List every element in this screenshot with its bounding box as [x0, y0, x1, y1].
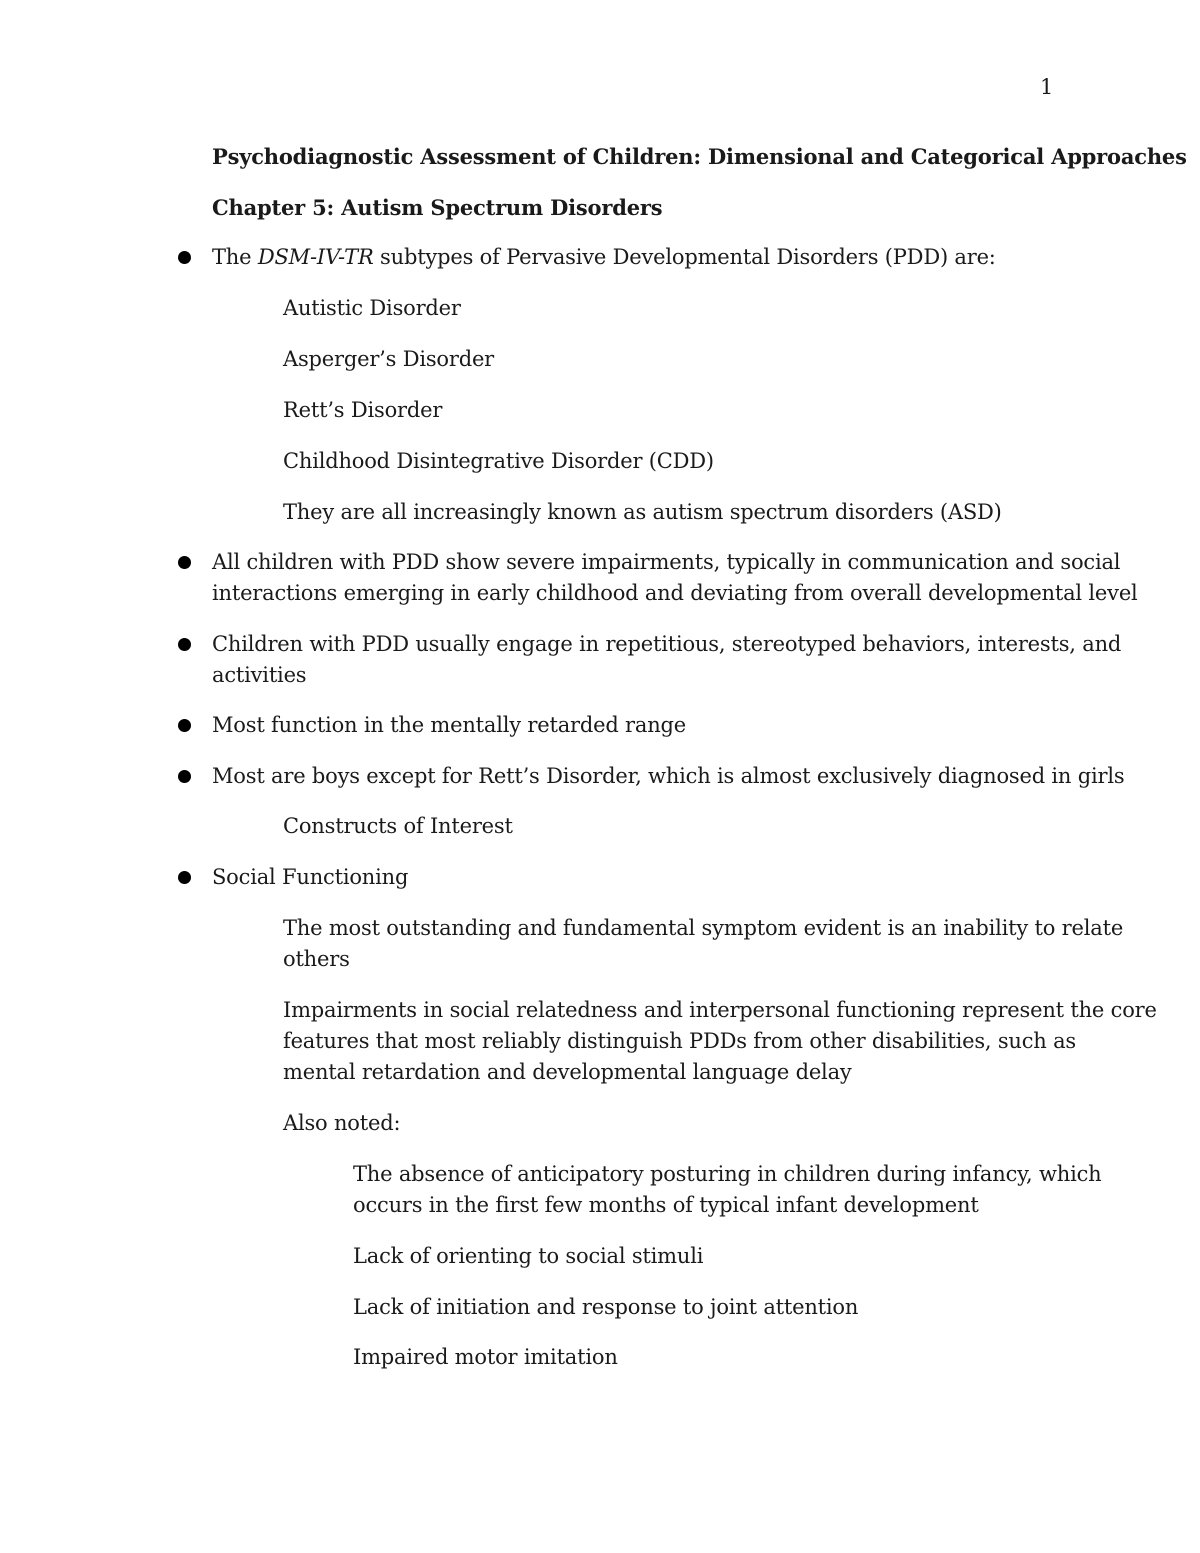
subtype-item: Rett’s Disorder: [283, 398, 443, 422]
bullet-text: Most function in the mentally retarded range: [212, 713, 687, 737]
constructs-heading: Constructs of Interest: [283, 814, 513, 838]
bullet-text: Most are boys except for Rett’s Disorder, which is almost exclusively diagnosed in girls: [212, 764, 1125, 788]
noted-item: Lack of initiation and response to joint attention: [353, 1295, 859, 1319]
subtype-item: They are all increasingly known as autism spectrum disorders (ASD): [283, 500, 1002, 524]
bullet-text: Children with PDD usually engage in repetitious, stereotyped behaviors, interests, and: [212, 632, 1122, 656]
intro-italic: DSM-IV-TR: [257, 245, 374, 269]
bullet-text: interactions emerging in early childhood and deviating from overall developmental level: [212, 581, 1138, 605]
social-paragraph-1: others: [283, 947, 350, 971]
bullet-text: activities: [212, 663, 307, 687]
bullet-icon: [178, 251, 191, 264]
noted-item: The absence of anticipatory posturing in children during infancy, which: [353, 1162, 1102, 1186]
social-functioning-heading: Social Functioning: [212, 865, 409, 889]
intro-bullet-text: [212, 242, 996, 273]
social-paragraph-2: mental retardation and developmental language delay: [283, 1060, 852, 1084]
social-paragraph-2: features that most reliably distinguish PDDs from other disabilities, such as: [283, 1029, 1077, 1053]
subtype-item: Autistic Disorder: [283, 296, 461, 320]
subtype-item: Asperger’s Disorder: [283, 347, 495, 371]
also-noted-label: Also noted:: [283, 1111, 401, 1135]
social-paragraph-1: The most outstanding and fundamental symptom evident is an inability to relate: [283, 916, 1124, 940]
page-number: 1: [1040, 75, 1054, 99]
bullet-text: All children with PDD show severe impairments, typically in communication and social: [212, 550, 1121, 574]
subtype-item: Childhood Disintegrative Disorder (CDD): [283, 449, 714, 473]
bullet-icon: [178, 719, 191, 732]
intro-pre: The: [212, 245, 258, 269]
noted-item: Impaired motor imitation: [353, 1345, 618, 1369]
chapter-heading: Chapter 5: Autism Spectrum Disorders: [212, 195, 663, 220]
bullet-icon: [178, 556, 191, 569]
bullet-icon: [178, 871, 191, 884]
bullet-icon: [178, 770, 191, 783]
social-paragraph-2: Impairments in social relatedness and interpersonal functioning represent the core: [283, 998, 1157, 1022]
bullet-icon: [178, 638, 191, 651]
intro-post: subtypes of Pervasive Developmental Disorders (PDD) are:: [373, 245, 996, 269]
document-title: Psychodiagnostic Assessment of Children: Dimensional and Categorical Approaches: [212, 144, 1187, 169]
noted-item: occurs in the first few months of typical infant development: [353, 1193, 979, 1217]
noted-item: Lack of orienting to social stimuli: [353, 1244, 704, 1268]
